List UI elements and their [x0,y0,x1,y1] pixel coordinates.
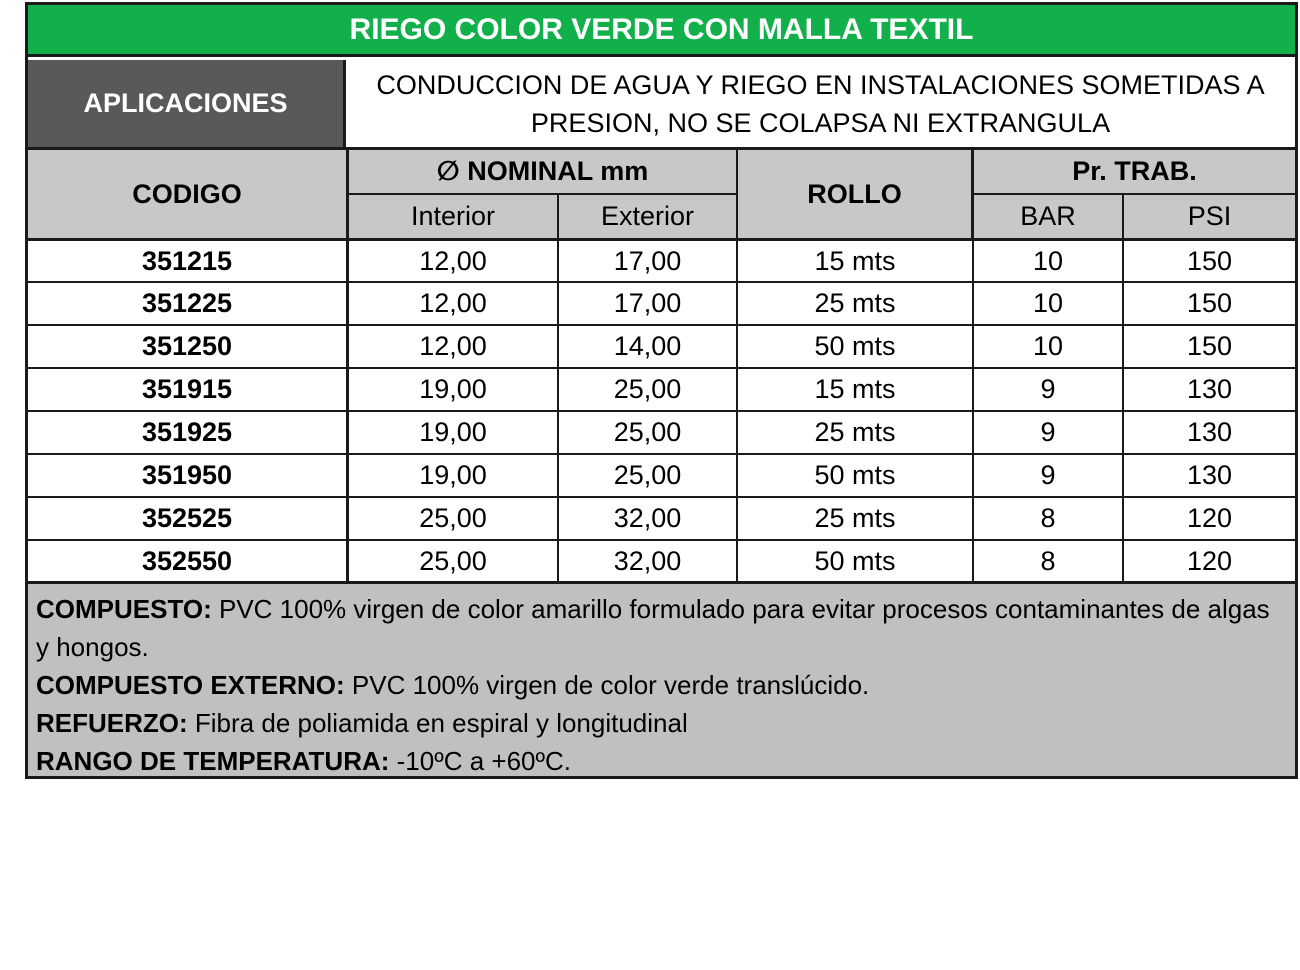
cell-bar: 9 [974,455,1124,496]
cell-codigo: 351915 [28,369,349,410]
cell-rollo: 15 mts [738,241,974,281]
table-row [28,539,1295,582]
cell-bar: 8 [974,498,1124,539]
cell-bar: 8 [974,541,1124,582]
cell-interior: 12,00 [349,241,559,281]
note-label: RANGO DE TEMPERATURA: [36,746,390,776]
cell-bar: 9 [974,369,1124,410]
note-refuerzo [36,704,1285,742]
header-exterior: Exterior [559,195,736,238]
table-row [28,238,1295,281]
cell-rollo: 25 mts [738,498,974,539]
cell-psi: 130 [1186,417,1233,447]
note-text: -10ºC a +60ºC. [389,746,571,776]
note-text: PVC 100% virgen de color amarillo formulado para evitar procesos contaminantes de algas y hongos. [36,594,1270,662]
cell-codigo: 351250 [28,326,349,367]
cell-codigo: 351925 [28,412,349,453]
cell-rollo: 50 mts [738,326,974,367]
product-spec-sheet [25,2,1298,779]
cell-exterior: 14,00 [559,326,738,367]
cell-psi: 130 [1186,374,1233,404]
note-label: COMPUESTO EXTERNO: [36,670,345,700]
cell-codigo: 352525 [28,498,349,539]
cell-interior: 19,00 [349,455,559,496]
sheet-title: RIEGO COLOR VERDE CON MALLA TEXTIL [28,5,1295,57]
table-row [28,453,1295,496]
cell-interior: 19,00 [349,412,559,453]
cell-psi: 150 [1186,288,1233,318]
header-pr-trab: Pr. TRAB. [974,150,1295,193]
cell-rollo: 50 mts [738,541,974,582]
table-row [28,324,1295,367]
cell-interior: 25,00 [349,498,559,539]
header-codigo: CODIGO [28,150,346,238]
header-divider [1122,195,1124,238]
cell-psi: 130 [1186,460,1233,490]
cell-bar: 9 [974,412,1124,453]
header-nominal: ∅ NOMINAL mm [349,150,736,193]
cell-rollo: 25 mts [738,283,974,324]
cell-psi: 120 [1186,503,1233,533]
cell-psi: 150 [1186,331,1233,361]
table-row [28,281,1295,324]
cell-interior: 19,00 [349,369,559,410]
cell-rollo: 15 mts [738,369,974,410]
table-row [28,496,1295,539]
header-top-rule [28,147,1295,150]
note-label: REFUERZO: [36,708,188,738]
cell-rollo: 50 mts [738,455,974,496]
cell-codigo: 352550 [28,541,349,582]
cell-exterior: 17,00 [559,241,738,281]
header-interior: Interior [349,195,557,238]
cell-exterior: 32,00 [559,498,738,539]
applications-label: APLICACIONES [28,60,346,147]
cell-bar: 10 [974,241,1124,281]
cell-bar: 10 [974,326,1124,367]
note-text: Fibra de poliamida en espiral y longitudinal [187,708,688,738]
note-compuesto [36,590,1285,666]
note-compuesto-externo [36,666,1285,704]
note-label: COMPUESTO: [36,594,212,624]
notes-block [28,581,1295,776]
cell-exterior: 25,00 [559,412,738,453]
note-text: PVC 100% virgen de color verde translúcido. [344,670,870,700]
cell-codigo: 351225 [28,283,349,324]
cell-bar: 10 [974,283,1124,324]
cell-exterior: 32,00 [559,541,738,582]
header-sub-rule [349,193,736,195]
header-bar: BAR [974,195,1122,238]
cell-psi: 120 [1186,546,1233,576]
header-rollo: ROLLO [738,150,971,238]
cell-codigo: 351215 [28,241,349,281]
cell-codigo: 351950 [28,455,349,496]
cell-rollo: 25 mts [738,412,974,453]
cell-interior: 12,00 [349,326,559,367]
header-divider [557,195,559,238]
cell-psi: 150 [1186,245,1233,276]
cell-exterior: 25,00 [559,455,738,496]
cell-interior: 25,00 [349,541,559,582]
applications-text: CONDUCCION DE AGUA Y RIEGO EN INSTALACIONES SOMETIDAS A PRESION, NO SE COLAPSA NI EXTRANGULA [346,60,1295,147]
cell-exterior: 17,00 [559,283,738,324]
cell-exterior: 25,00 [559,369,738,410]
header-psi: PSI [1124,195,1295,238]
cell-interior: 12,00 [349,283,559,324]
header-sub-rule [974,193,1295,195]
note-temperatura [36,742,1285,780]
header-divider [736,150,738,238]
table-row [28,410,1295,453]
table-row [28,367,1295,410]
